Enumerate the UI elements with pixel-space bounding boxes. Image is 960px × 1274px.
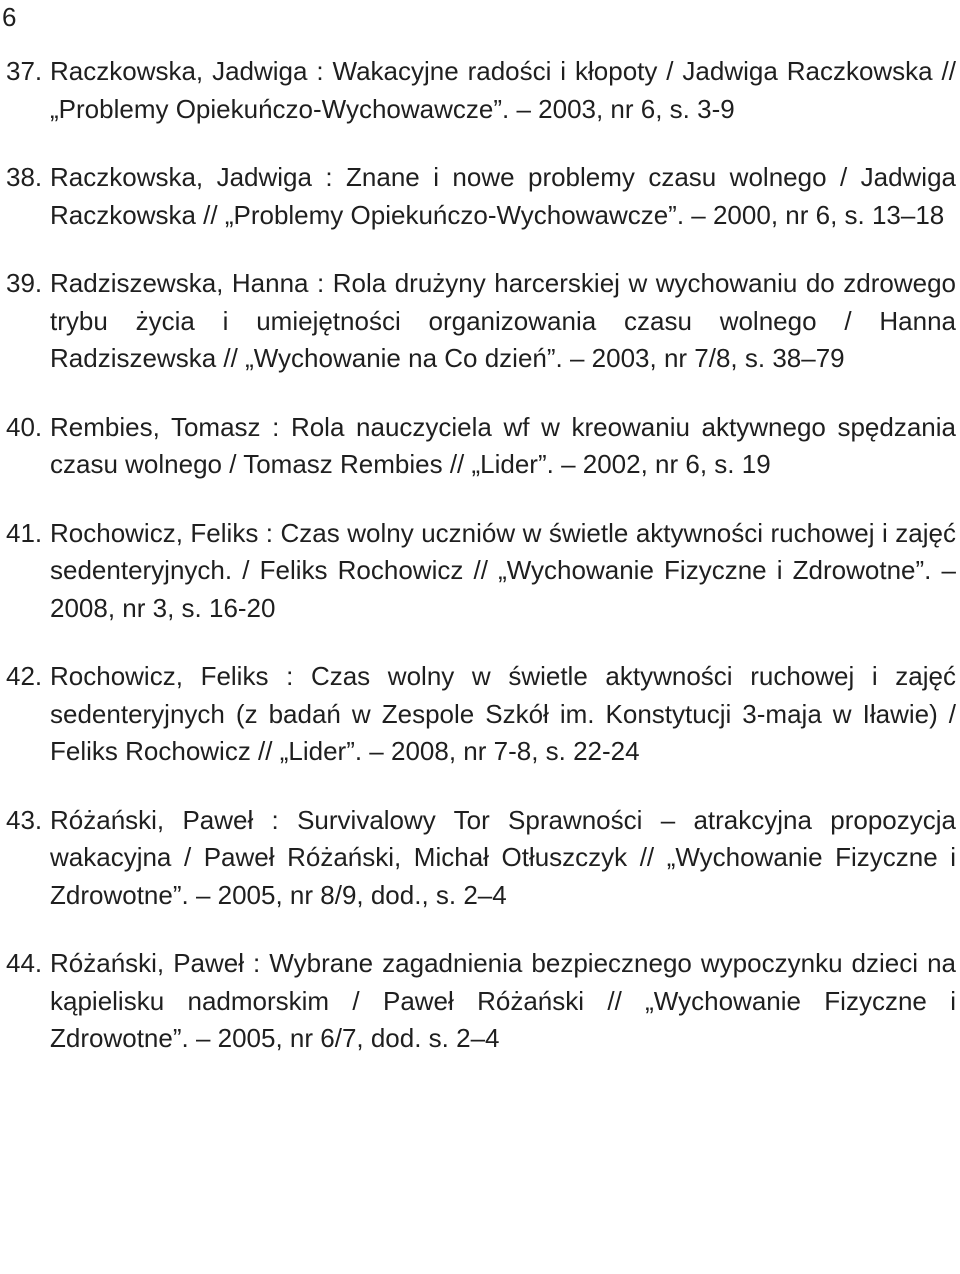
entry-number: 41. [6,517,43,548]
entry-number: 39. [6,268,43,298]
bibliography-entry [6,658,956,771]
bibliography-entry [6,945,956,1058]
entry-number: 42. [6,661,43,691]
bibliography-entry [6,53,956,128]
bibliography-list [6,53,956,1089]
bibliography-entry [6,802,956,915]
entry-number: 44. [6,948,43,978]
entry-citation: Różański, Paweł : Wybrane zagadnienia bezpiecznego wypoczynku dzieci na kąpielisku nadmorskim / Paweł Różański // „Wychowanie Fizyczne i Zdrowotne”. – 2005, nr 6/7, dod. s. 2–4 [50,948,956,1053]
entry-citation: Różański, Paweł : Survivalowy Tor Sprawności – atrakcyjna propozycja wakacyjna / Paweł Różański, Michał Otłuszczyk // „Wychowanie Fizyczne i Zdrowotne”. – 2005, nr 8/9, dod., s. 2–4 [50,804,956,910]
entry-number: 43. [6,804,43,835]
bibliography-entry [6,265,956,378]
bibliography-entry [6,515,956,628]
entry-citation: Raczkowska, Jadwiga : Znane i nowe problemy czasu wolnego / Jadwiga Raczkowska // „Problemy Opiekuńczo-Wychowawcze”. – 2000, nr 6, s. 13–18 [50,162,956,230]
entry-number: 37. [6,56,43,86]
bibliography-entry [6,409,956,484]
entry-citation: Rochowicz, Feliks : Czas wolny uczniów w świetle aktywności ruchowej i zajęć sedenteryjnych. / Feliks Rochowicz // „Wychowanie Fizyczne i Zdrowotne”. – 2008, nr 3, s. 16-20 [50,517,956,623]
entry-number: 38. [6,162,43,192]
entry-citation: Rembies, Tomasz : Rola nauczyciela wf w kreowaniu aktywnego spędzania czasu wolnego / Tomasz Rembies // „Lider”. – 2002, nr 6, s. 19 [50,411,956,479]
bibliography-entry [6,159,956,234]
page-number: 6 [2,2,17,32]
entry-number: 40. [6,411,43,442]
entry-citation: Rochowicz, Feliks : Czas wolny w świetle aktywności ruchowej i zajęć sedenteryjnych (z badań w Zespole Szkół im. Konstytucji 3-maja w Iławie) / Feliks Rochowicz // „Lider”. – 2008, nr 7-8, s. 22-24 [50,661,956,766]
entry-citation: Radziszewska, Hanna : Rola drużyny harcerskiej w wychowaniu do zdrowego trybu życia i umiejętności organizowania czasu wolnego / Hanna Radziszewska // „Wychowanie na Co dzień”. – 2003, nr 7/8, s. 38–79 [50,268,956,373]
entry-citation: Raczkowska, Jadwiga : Wakacyjne radości i kłopoty / Jadwiga Raczkowska // „Problemy Opiekuńczo-Wychowawcze”. – 2003, nr 6, s. 3-9 [50,56,956,124]
